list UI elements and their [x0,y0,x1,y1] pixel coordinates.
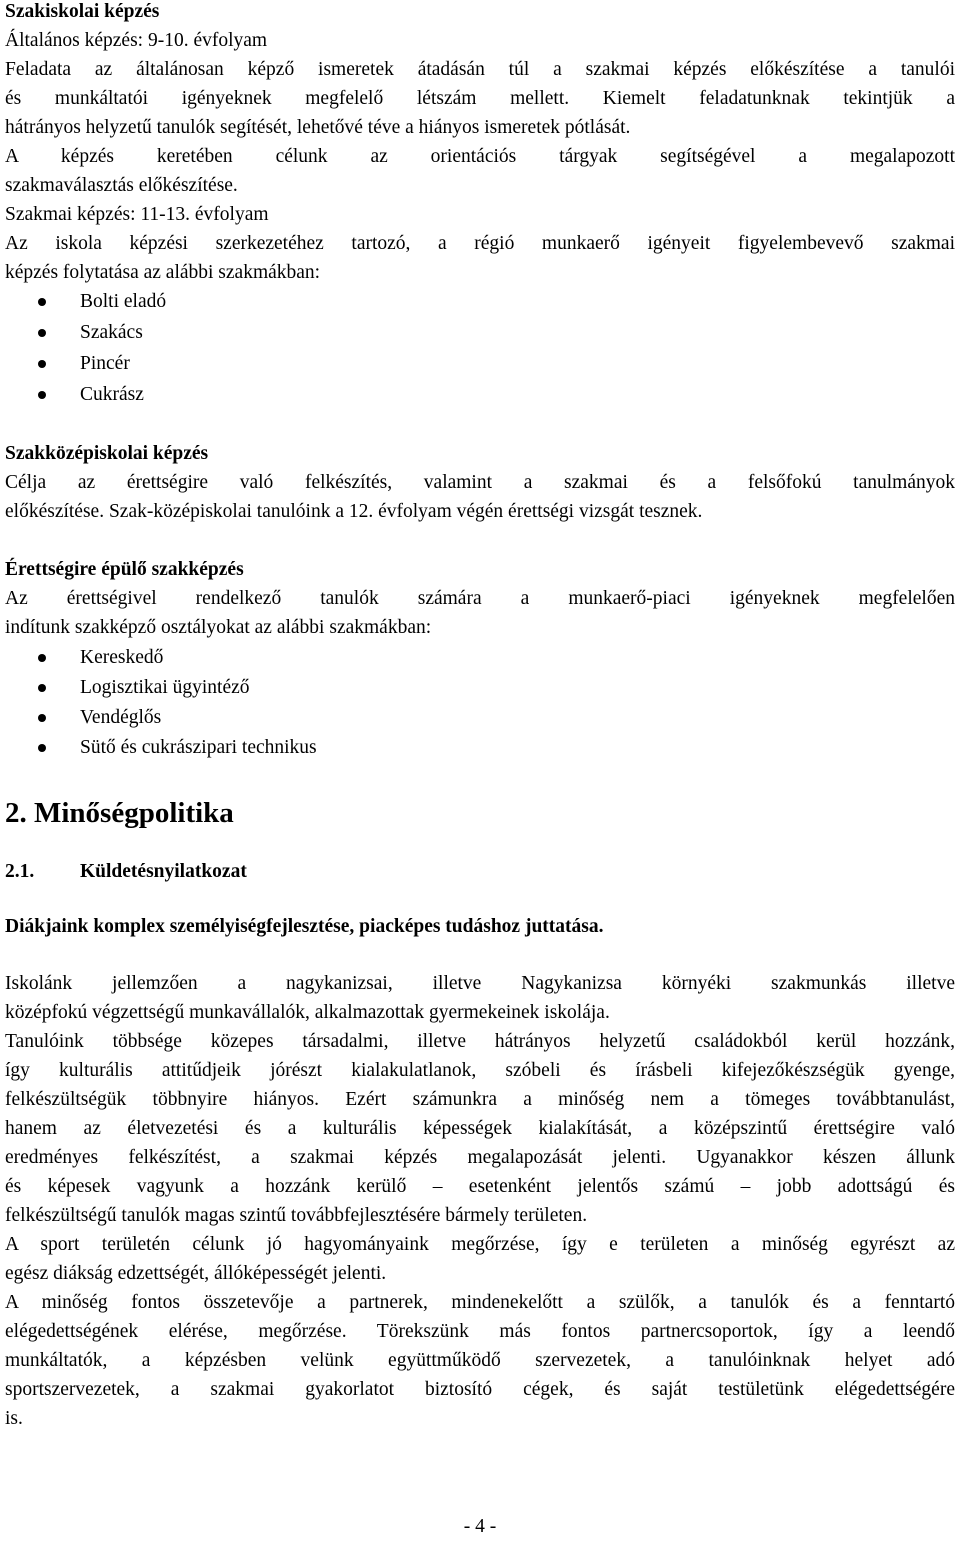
paragraph-line: képzés folytatása az alábbi szakmákban: [5,262,321,283]
bullet-icon [38,298,46,306]
mission-motto: Diákjaink komplex személyiségfejlesztése, piacképes tudáshoz juttatása. [5,916,604,937]
bullet-icon [38,654,46,662]
paragraph-line: Az érettségivel rendelkező tanulók számára a munkaerő-piaci igényeknek megfelelően [5,588,955,609]
paragraph-line: indítunk szakképző osztályokat az alábbi szakmákban: [5,617,432,638]
paragraph-line: Iskolánk jellemzően a nagykanizsai, illetve Nagykanizsa környéki szakmunkás illetve [5,973,955,994]
list-item: Kereskedő [80,647,164,668]
list-item: Logisztikai ügyintéző [80,677,250,698]
chapter-title: Minőségpolitika [34,797,234,829]
paragraph-line: hanem az életvezetési és a kulturális képességek kialakítását, a középszintű érettségire való [5,1118,955,1139]
bullet-icon [38,391,46,399]
subtitle-altalanos: Általános képzés: 9-10. évfolyam [5,30,268,51]
bullet-icon [38,714,46,722]
paragraph-line: és képesek vagyunk a hozzánk kerülő – esetenként jelentős számú – jobb adottságú és [5,1176,955,1197]
section-title-erettsegire: Érettségire épülő szakképzés [5,559,244,580]
paragraph-line: Célja az érettségire való felkészítés, valamint a szakmai és a felsőfokú tanulmányok [5,472,955,493]
paragraph-line: munkáltatók, a képzésben velünk együttműködő szervezetek, a tanulóinknak helyet adó [5,1350,955,1371]
list-item: Pincér [80,353,130,374]
paragraph-line: Feladata az általánosan képző ismeretek átadásán túl a szakmai képzés előkészítése a tanulói [5,59,955,80]
bullet-icon [38,744,46,752]
section-title-szakiskolai: Szakiskolai képzés [5,1,160,22]
bullet-icon [38,360,46,368]
subtitle-szakmai: Szakmai képzés: 11-13. évfolyam [5,204,269,225]
bullet-icon [38,329,46,337]
paragraph-line: is. [5,1408,23,1429]
paragraph-line: így kulturális attitűdjeik jórészt kialakulatlanok, szóbeli és írásbeli kifejezőkészségük gyenge, [5,1060,955,1081]
section-title-szakkozepiskolai: Szakközépiskolai képzés [5,443,209,464]
paragraph-line: előkészítése. Szak-középiskolai tanulóink a 12. évfolyam végén érettségi vizsgát tesznek. [5,501,703,522]
paragraph-line: elégedettségének elérése, megőrzése. Törekszünk más fontos partnercsoportok, így a leendő [5,1321,955,1342]
paragraph-line: egész diákság edzettségét, állóképességét jelenti. [5,1263,387,1284]
paragraph-line: eredményes felkészítést, a szakmai képzés megalapozását jelenti. Ugyanakkor készen állunk [5,1147,955,1168]
list-item: Vendéglős [80,707,162,728]
paragraph-line: Tanulóink többsége közepes társadalmi, illetve hátrányos helyzetű családokból kerül hozzánk, [5,1031,955,1052]
paragraph-line: felkészültségű tanulók magas szintű továbbfejlesztésére bármely területen. [5,1205,588,1226]
paragraph-line: felkészültségük többnyire hiányos. Ezért számunkra a minőség nem a tömeges továbbtanulást, [5,1089,955,1110]
paragraph-line: középfokú végzettségű munkavállalók, alkalmazottak gyermekeinek iskolája. [5,1002,610,1023]
bullet-icon [38,684,46,692]
subchapter-title: Küldetésnyilatkozat [80,861,247,882]
list-item: Sütő és cukrászipari technikus [80,737,317,758]
list-item: Bolti eladó [80,291,167,312]
list-item: Cukrász [80,384,144,405]
paragraph-line: Az iskola képzési szerkezetéhez tartozó, a régió munkaerő igényeit figyelembevevő szakmai [5,233,955,254]
paragraph-line: sportszervezetek, a szakmai gyakorlatot biztosító cégek, és saját testületünk elégedettségére [5,1379,955,1400]
paragraph-line: hátrányos helyzetű tanulók segítését, lehetővé téve a hiányos ismeretek pótlását. [5,117,631,138]
paragraph-line: és munkáltatói igényeknek megfelelő létszám mellett. Kiemelt feladatunknak tekintjük a [5,88,955,109]
chapter-number: 2. [5,797,27,829]
paragraph-line: A sport területén célunk jó hagyományaink megőrzése, így e területen a minőség egyrészt az [5,1234,955,1255]
page-number: - 4 - [463,1516,497,1537]
subchapter-number: 2.1. [5,861,35,882]
paragraph-line: szakmaválasztás előkészítése. [5,175,238,196]
paragraph-line: A képzés keretében célunk az orientációs tárgyak segítségével a megalapozott [5,146,955,167]
list-item: Szakács [80,322,143,343]
chapter-heading [5,795,234,831]
paragraph-line: A minőség fontos összetevője a partnerek, mindenekelőtt a szülők, a tanulók és a fenntartó [5,1292,955,1313]
